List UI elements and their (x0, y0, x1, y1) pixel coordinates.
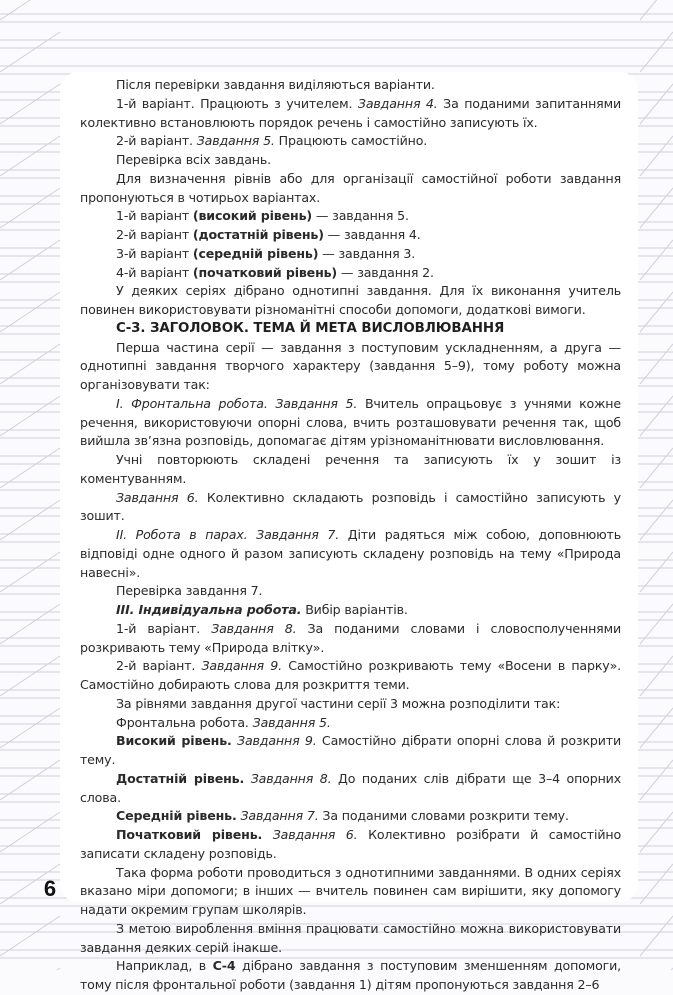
text-run: Колективно розібрати й самостійно записати складену розповідь. (80, 827, 622, 861)
italic-text: Завдання 6. (116, 489, 199, 505)
bold-text: (середній рівень) (192, 245, 319, 261)
paragraph (80, 451, 621, 489)
paragraph (80, 620, 621, 658)
paragraph (80, 264, 621, 283)
text-run: — завдання 5. (312, 208, 409, 224)
text-run: 1-й варіант (116, 208, 193, 224)
text-run: З метою вироблення вміння працювати самостійно можна використовувати завдання деяких серій інакше. (80, 920, 621, 955)
italic-text: Завдання 5. (196, 133, 275, 149)
bold-text: (початковий рівень) (192, 264, 338, 280)
italic-text: Завдання 8. (250, 770, 332, 786)
paragraph (80, 957, 621, 995)
text-run: Така форма роботи проводиться з однотипними завданнями. В одних серіях вказано міри допомоги; в інших — вчитель повинен сам вирішити, яку допомогу надати окремим групам школярів. (80, 864, 621, 917)
paragraph (80, 132, 621, 151)
text-run: 4-й варіант (116, 264, 193, 280)
text-run: 2-й варіант. (116, 133, 197, 149)
text-run: 1-й варіант. (116, 620, 212, 636)
bold-text: ІІІ. Індивідуальна робота. (116, 602, 302, 617)
paragraph (80, 339, 621, 395)
italic-text: Завдання 4. (357, 95, 438, 111)
paragraph (80, 657, 621, 695)
paragraph (80, 226, 621, 245)
text-run: Після перевірки завдання виділяються варіанти. (116, 77, 435, 92)
paragraph (80, 151, 621, 170)
text-run: За рівнями завдання другої частини серії 3 можна розподілити так: (116, 695, 561, 711)
text-run: За поданими словами розкрити тему. (318, 808, 569, 824)
paragraph (80, 170, 621, 208)
text-run: 1-й варіант. Працюють з учителем. (116, 95, 358, 111)
section-heading (80, 320, 621, 339)
bold-text: Високий рівень. (116, 733, 232, 749)
text-run: Колективно складають розповідь і самостійно записують у зошит. (80, 489, 621, 524)
paragraph (80, 807, 621, 826)
paragraph (80, 582, 621, 601)
paragraph (80, 95, 621, 133)
text-run: За поданими словами і словосполученнями розкривають тему «Природа влітку». (80, 620, 621, 655)
text-run: — завдання 2. (337, 264, 434, 280)
text-run: Фронтальна робота. (116, 714, 253, 730)
italic-text: ІІ. Робота в парах. Завдання 7. (116, 527, 340, 542)
paragraph (80, 245, 621, 264)
text-run: Вибір варіантів. (301, 602, 408, 617)
text-run: — завдання 3. (318, 245, 416, 261)
bold-text: Достатній рівень. (116, 770, 245, 786)
text-run: Учні повторюють складені речення та записують їх у зошит із коментуванням. (80, 452, 621, 486)
bold-text: Початковий рівень. (116, 827, 263, 842)
paragraph (80, 526, 621, 582)
paragraph (80, 864, 621, 920)
text-run: У деяких серіях дібрано однотипні завдання. Для їх виконання учитель повинен використовувати різноманітні способи допомоги, додаткові вимоги. (80, 283, 621, 317)
paragraph (80, 76, 621, 95)
text-run: Для визначення рівнів або для організації самостійної роботи завдання пропонуються в чотирьох варіантах. (80, 170, 621, 205)
bold-text: С-4 (212, 958, 236, 974)
bold-text: (достатній рівень) (192, 227, 324, 242)
paragraph (80, 732, 621, 770)
page-number: 6 (43, 876, 57, 901)
text-run: Перша частина серії — завдання з поступовим ускладненням, а друга — однотипні завдання творчого характеру (завдання 5–9), тому роботу можна організовувати так: (80, 339, 621, 392)
text-run (262, 827, 273, 842)
slant-guide-line (0, 0, 60, 20)
text-run: До поданих слів дібрати ще 3–4 опорних слова. (80, 770, 621, 805)
text-run: 2-й варіант. (116, 658, 202, 674)
text-run: дібрано завдання з поступовим зменшенням допомоги, тому після фронтальної роботи (завдання 1) дітям пропонуються завдання 2–6 (80, 958, 621, 992)
paragraph (80, 282, 621, 320)
slant-guide-line (640, 0, 673, 20)
paragraph (80, 207, 621, 226)
text-run: Вчитель опрацьовує з учнями кожне речення, використовуючи опорні слова, вчить розташовувати речення так, щоб вийшла зв’язна розповідь, допомагає дітям урізноманітнювати висловлювання. (80, 395, 621, 449)
text-run: 2-й варіант (116, 227, 193, 242)
italic-text: Завдання 9. (201, 658, 282, 674)
bold-text: (високий рівень) (192, 208, 312, 224)
text-run: Працюють самостійно. (274, 133, 428, 149)
italic-text: Завдання 8. (211, 620, 297, 636)
paragraph (80, 920, 621, 958)
italic-text: Завдання 5. (252, 714, 331, 730)
italic-text: Завдання 7. (240, 808, 319, 824)
text-run: Самостійно розкривають тему «Восени в парку». Самостійно добирають слова для розкриття теми. (80, 658, 621, 692)
text-run: Діти радяться між собою, доповнюють відповіді одне одного й разом записують складену розповідь на тему «Природа навесні». (80, 527, 621, 580)
paragraph (80, 695, 621, 714)
text-run: За поданими запитаннями колективно встановлюють порядок речень і самостійно записують їх. (80, 95, 621, 130)
text-run: Перевірка всіх завдань. (116, 152, 271, 167)
paragraph (80, 826, 621, 864)
text-run: Наприклад, в (116, 958, 213, 974)
italic-text: І. Фронтальна робота. Завдання 5. (116, 395, 358, 411)
text-run: — завдання 4. (323, 227, 421, 242)
text-run: Перевірка завдання 7. (116, 583, 263, 599)
text-run: Самостійно дібрати опорні слова й розкрити тему. (80, 733, 621, 767)
bold-text: Середній рівень. (116, 808, 237, 824)
text-run: С-3. ЗАГОЛОВОК. ТЕМА Й МЕТА ВИСЛОВЛЮВАННЯ (116, 320, 505, 336)
paragraph (80, 395, 621, 451)
text-run: 3-й варіант (116, 245, 193, 261)
italic-text: Завдання 6. (272, 827, 358, 842)
paragraph (80, 489, 621, 527)
text-run (244, 771, 251, 786)
paragraph (80, 714, 621, 733)
paragraph (80, 601, 621, 620)
italic-text: Завдання 9. (237, 733, 317, 749)
document-body (80, 76, 621, 995)
paragraph (80, 770, 621, 808)
